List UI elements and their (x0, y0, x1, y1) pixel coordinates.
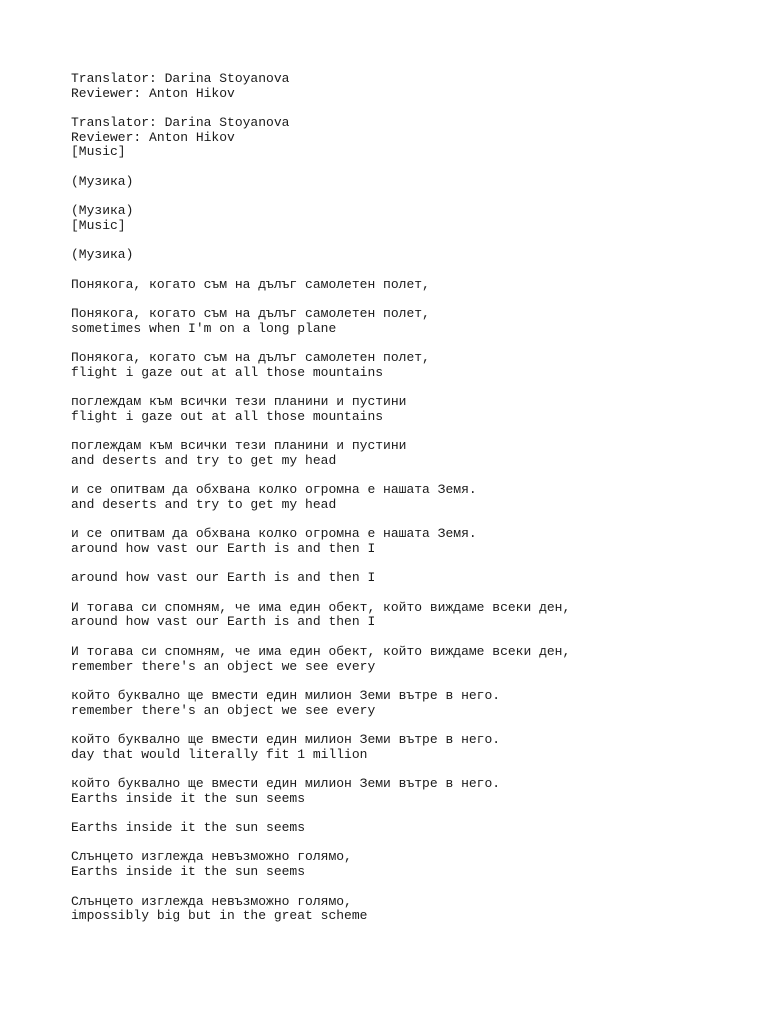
transcript-block (71, 733, 751, 762)
transcript-line: и се опитвам да обхвана колко огромна е нашата Земя. (71, 482, 477, 498)
transcript-line: Reviewer: Anton Hikov (71, 129, 235, 145)
transcript-line: Reviewer: Anton Hikov (71, 85, 235, 101)
transcript-block (71, 351, 751, 380)
transcript-line: Earths inside it the sun seems (71, 790, 306, 806)
transcript-line: flight i gaze out at all those mountains (71, 364, 384, 380)
transcript-line: remember there's an object we see every (71, 702, 376, 718)
transcript-line: Earths inside it the sun seems (71, 864, 306, 880)
transcript-line: поглеждам към всички тези планини и пустини (71, 438, 407, 454)
transcript-line: around how vast our Earth is and then I (71, 614, 376, 630)
transcript-line: Слънцето изглежда невъзможно голямо, (71, 893, 352, 909)
transcript-line: sometimes when I'm on a long plane (71, 320, 337, 336)
transcript-line: impossibly big but in the great scheme (71, 908, 368, 924)
transcript-line: Translator: Darina Stoyanova (71, 71, 290, 86)
transcript-page (71, 72, 751, 939)
transcript-block (71, 601, 751, 630)
transcript-line: И тогава си спомням, че има един обект, който виждаме всеки ден, (71, 643, 571, 659)
transcript-line: [Music] (71, 144, 126, 160)
transcript-line: Слънцето изглежда невъзможно голямо, (71, 849, 352, 865)
transcript-block (71, 527, 751, 556)
transcript-block (71, 483, 751, 512)
transcript-line: [Music] (71, 217, 126, 233)
transcript-line: Translator: Darina Stoyanova (71, 115, 290, 131)
transcript-block (71, 439, 751, 468)
transcript-line: И тогава си спомням, че има един обект, който виждаме всеки ден, (71, 599, 571, 615)
transcript-block (71, 116, 751, 160)
transcript-block (71, 204, 751, 233)
transcript-line: remember there's an object we see every (71, 658, 376, 674)
transcript-line: around how vast our Earth is and then I (71, 570, 376, 586)
transcript-line: (Музика) (71, 173, 134, 189)
transcript-block (71, 175, 751, 190)
transcript-block (71, 645, 751, 674)
transcript-line: day that would literally fit 1 million (71, 746, 368, 762)
transcript-line: който буквално ще вмести един милион Земи вътре в него. (71, 731, 501, 747)
transcript-block (71, 72, 751, 101)
transcript-line: (Музика) (71, 247, 134, 263)
transcript-line: поглеждам към всички тези планини и пустини (71, 394, 407, 410)
transcript-line: and deserts and try to get my head (71, 452, 337, 468)
transcript-line: и се опитвам да обхвана колко огромна е нашата Земя. (71, 526, 477, 542)
transcript-line: flight i gaze out at all those mountains (71, 408, 384, 424)
transcript-block (71, 571, 751, 586)
transcript-block (71, 307, 751, 336)
transcript-block (71, 850, 751, 879)
transcript-line: който буквално ще вмести един милион Земи вътре в него. (71, 776, 501, 791)
transcript-line: (Музика) (71, 203, 134, 219)
transcript-block (71, 821, 751, 836)
transcript-line: Понякога, когато съм на дълъг самолетен полет, (71, 350, 430, 366)
transcript-line: Понякога, когато съм на дълъг самолетен полет, (71, 306, 430, 321)
transcript-line: around how vast our Earth is and then I (71, 541, 376, 556)
transcript-line: and deserts and try to get my head (71, 496, 337, 512)
transcript-block (71, 689, 751, 718)
transcript-block (71, 395, 751, 424)
transcript-block (71, 248, 751, 263)
transcript-block (71, 278, 751, 293)
transcript-block (71, 777, 751, 806)
transcript-block (71, 895, 751, 924)
transcript-line: Earths inside it the sun seems (71, 820, 306, 836)
transcript-line: Понякога, когато съм на дълъг самолетен полет, (71, 276, 430, 292)
transcript-line: който буквално ще вмести един милион Земи вътре в него. (71, 687, 501, 703)
